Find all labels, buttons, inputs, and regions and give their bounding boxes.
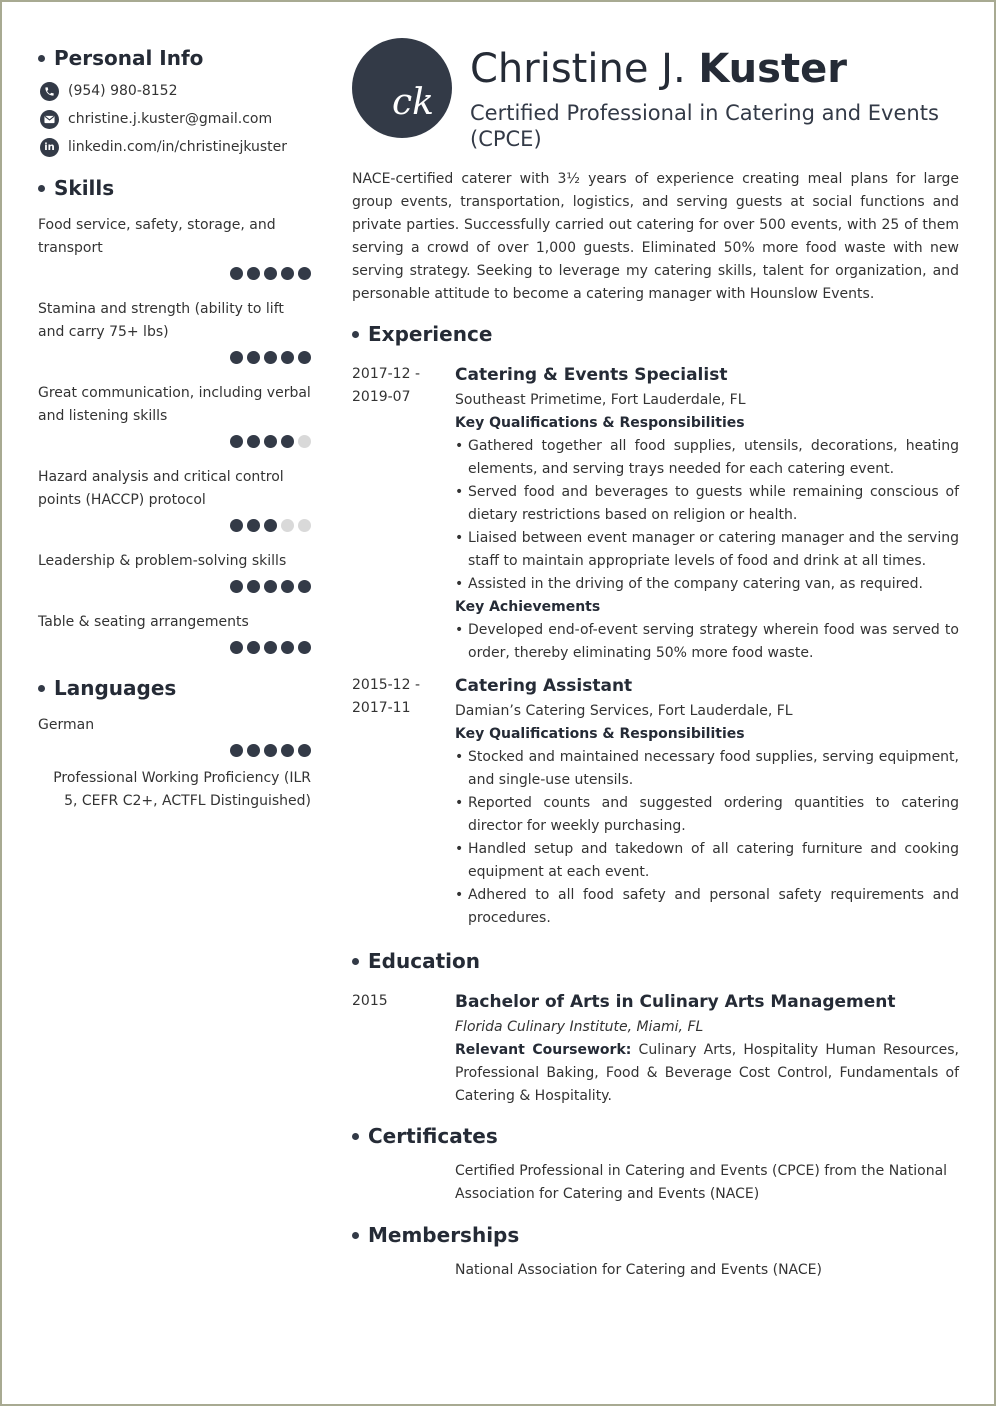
- certificates-section: [352, 1122, 959, 1206]
- certificates-title: Certificates: [368, 1124, 498, 1148]
- skills-title: Skills: [54, 176, 115, 200]
- education-entry: [352, 990, 959, 1108]
- experience-heading: [352, 320, 959, 348]
- experience-entry: [352, 674, 959, 930]
- section-bullet-icon: [352, 331, 359, 338]
- certificate-text: Certified Professional in Catering and Events (CPCE) from the National Association for Catering and Events (NACE): [455, 1163, 948, 1202]
- skill-label: Great communication, including verbal and listening skills: [38, 385, 311, 424]
- rating-dot: [298, 580, 311, 593]
- rating-dot: [247, 641, 260, 654]
- email-icon: [40, 110, 59, 129]
- rating-dot: [264, 519, 277, 532]
- language-level: Professional Working Proficiency (ILR 5, CEFR C2+, ACTFL Distinguished): [53, 770, 311, 809]
- experience-entry: [352, 363, 959, 665]
- list-item: • Assisted in the driving of the company catering van, as required.: [455, 573, 959, 596]
- rating-dot: [298, 351, 311, 364]
- rating-dot: [230, 744, 243, 757]
- rating-dot: [264, 267, 277, 280]
- list-item: • Gathered together all food supplies, utensils, decorations, heating elements, and serving trays needed for each catering event.: [455, 435, 959, 481]
- rating-dot: [230, 519, 243, 532]
- memberships-section: [352, 1221, 959, 1282]
- rating-dot: [247, 267, 260, 280]
- rating-dot: [264, 435, 277, 448]
- personal-info-title: Personal Info: [54, 46, 204, 70]
- rating-dot: [298, 744, 311, 757]
- skill-item: [38, 466, 311, 532]
- section-bullet-icon: [352, 958, 359, 965]
- rating-dot: [298, 267, 311, 280]
- section-bullet-icon: [38, 55, 45, 62]
- rating-dot: [230, 435, 243, 448]
- skills-list: [38, 214, 311, 654]
- skill-rating: [38, 641, 311, 654]
- list-item: • Reported counts and suggested ordering quantities to catering director for weekly purchasing.: [455, 792, 959, 838]
- coursework-text: Culinary Arts, Hospitality Human Resources, Professional Baking, Food & Beverage Cost Control, Fundamentals of Catering & Hospitality.: [455, 1042, 959, 1104]
- first-name: Christine J.: [470, 46, 686, 92]
- list-item: • Developed end-of-event serving strategy wherein food was served to order, thereby eliminating 50% more food waste.: [455, 619, 959, 665]
- coursework: [455, 1039, 959, 1108]
- degree: Bachelor of Arts in Culinary Arts Management: [455, 992, 896, 1012]
- language-label: German: [38, 717, 95, 733]
- job-title: Catering Assistant: [455, 676, 633, 696]
- rating-dot: [247, 351, 260, 364]
- skill-rating: [38, 351, 311, 364]
- personal-info-heading: [38, 42, 311, 74]
- avatar-initials: ck: [392, 81, 434, 123]
- rating-dot: [230, 580, 243, 593]
- skill-item: [38, 214, 311, 280]
- language-item: [38, 714, 311, 813]
- qualifications-title: Key Qualifications & Responsibilities: [455, 415, 745, 431]
- education-heading: [352, 947, 959, 975]
- rating-dot: [264, 580, 277, 593]
- linkedin-text: linkedin.com/in/christinejkuster: [68, 139, 288, 155]
- rating-dot: [281, 351, 294, 364]
- contact-phone: [38, 77, 311, 105]
- section-bullet-icon: [38, 185, 45, 192]
- skill-rating: [38, 580, 311, 593]
- skill-item: [38, 611, 311, 654]
- company: Southeast Primetime, Fort Lauderdale, FL: [455, 392, 746, 408]
- contact-email: [38, 105, 311, 133]
- school: Florida Culinary Institute, Miami, FL: [455, 1019, 704, 1035]
- rating-dot: [281, 744, 294, 757]
- skill-rating: [38, 435, 311, 448]
- skill-label: Hazard analysis and critical control points (HACCP) protocol: [38, 469, 284, 508]
- company: Damian’s Catering Services, Fort Lauderdale, FL: [455, 703, 793, 719]
- phone-text: (954) 980-8152: [68, 83, 178, 99]
- skills-heading: [38, 172, 311, 204]
- education-title: Education: [368, 949, 480, 973]
- experience-title: Experience: [368, 322, 493, 346]
- list-item: • Served food and beverages to guests while remaining conscious of dietary restrictions based on religion or health.: [455, 481, 959, 527]
- rating-dot: [281, 435, 294, 448]
- experience-section: [352, 320, 959, 930]
- experience-date: 2015-12 - 2017-11: [352, 677, 420, 716]
- languages-heading: [38, 672, 311, 704]
- phone-icon: [40, 82, 59, 101]
- skill-label: Food service, safety, storage, and transport: [38, 217, 276, 256]
- rating-dot: [247, 519, 260, 532]
- qualifications-list: [455, 435, 959, 596]
- skill-label: Table & seating arrangements: [38, 614, 249, 630]
- list-item: • Handled setup and takedown of all catering furniture and cooking equipment at each event.: [455, 838, 959, 884]
- rating-dot: [230, 351, 243, 364]
- rating-dot: [281, 580, 294, 593]
- memberships-heading: [352, 1221, 959, 1249]
- skill-label: Stamina and strength (ability to lift and carry 75+ lbs): [38, 301, 284, 340]
- linkedin-icon: in: [40, 138, 59, 157]
- membership-text: National Association for Catering and Events (NACE): [455, 1262, 822, 1278]
- rating-dot: [264, 744, 277, 757]
- rating-dot: [298, 641, 311, 654]
- rating-dot: [264, 351, 277, 364]
- rating-dot: [281, 267, 294, 280]
- summary: NACE-certified caterer with 3½ years of experience creating meal plans for large group events, transportation, logistics, and serving guests at social functions and private parties. Successfully carried out catering for over 500 events, with 25 of them serving a crowd of over 1,000 guests. Eliminated 50% more food waste with new serving strategy. Seeking to leverage my catering skills, talent for organization, and personable attitude to become a catering manager with Hounslow Events.: [352, 171, 959, 302]
- candidate-name: [470, 44, 847, 94]
- rating-dot: [281, 641, 294, 654]
- education-section: [352, 947, 959, 1108]
- rating-dot: [230, 267, 243, 280]
- qualifications-list: [455, 746, 959, 930]
- languages-title: Languages: [54, 676, 177, 700]
- rating-dot: [281, 519, 294, 532]
- section-bullet-icon: [352, 1232, 359, 1239]
- headline: Certified Professional in Catering and Events (CPCE): [470, 101, 939, 151]
- rating-dot: [298, 519, 311, 532]
- certificates-heading: [352, 1122, 959, 1150]
- last-name: Kuster: [698, 46, 847, 92]
- list-item: • Adhered to all food safety and personal safety requirements and procedures.: [455, 884, 959, 930]
- left-column: [38, 42, 311, 813]
- rating-dot: [230, 641, 243, 654]
- skill-rating: [38, 267, 311, 280]
- language-rating: [38, 744, 311, 757]
- avatar: [352, 38, 452, 138]
- memberships-title: Memberships: [368, 1223, 520, 1247]
- job-title: Catering & Events Specialist: [455, 365, 728, 385]
- experience-date: 2017-12 - 2019-07: [352, 366, 420, 405]
- rating-dot: [264, 641, 277, 654]
- list-item: • Stocked and maintained necessary food supplies, serving equipment, and single-use utensils.: [455, 746, 959, 792]
- skill-item: [38, 298, 311, 364]
- list-item: • Liaised between event manager or catering manager and the serving staff to maintain appropriate levels of food and drink at all times.: [455, 527, 959, 573]
- skill-label: Leadership & problem-solving skills: [38, 553, 287, 569]
- rating-dot: [247, 744, 260, 757]
- skill-item: [38, 550, 311, 593]
- achievements-list: [455, 619, 959, 665]
- rating-dot: [298, 435, 311, 448]
- skill-item: [38, 382, 311, 448]
- contact-linkedin: [38, 133, 311, 161]
- email-text: christine.j.kuster@gmail.com: [68, 111, 273, 127]
- skill-rating: [38, 519, 311, 532]
- education-date: 2015: [352, 993, 388, 1009]
- achievements-title: Key Achievements: [455, 599, 601, 615]
- coursework-label: Relevant Coursework:: [455, 1042, 632, 1058]
- section-bullet-icon: [38, 685, 45, 692]
- rating-dot: [247, 435, 260, 448]
- rating-dot: [247, 580, 260, 593]
- section-bullet-icon: [352, 1133, 359, 1140]
- qualifications-title: Key Qualifications & Responsibilities: [455, 726, 745, 742]
